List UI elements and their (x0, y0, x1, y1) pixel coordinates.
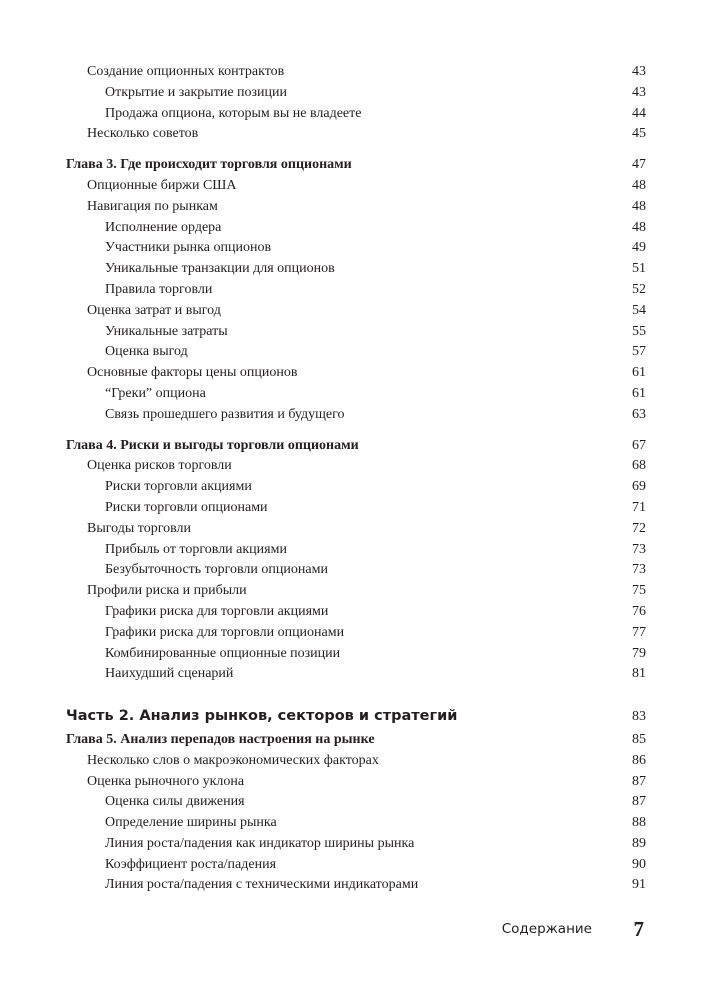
toc-entry-title: Исполнение ордера (105, 219, 222, 235)
toc-entry-page: 72 (632, 520, 646, 536)
toc-entry-page: 76 (632, 603, 646, 619)
toc-chapter (66, 155, 646, 176)
toc-entry-page: 85 (632, 731, 646, 747)
toc-entry-title: Выгоды торговли (87, 520, 191, 536)
toc-entry (66, 751, 646, 772)
toc-entry (66, 540, 646, 561)
toc-entry-page: 90 (632, 856, 646, 872)
toc-entry-page: 44 (632, 105, 646, 121)
toc-entry-title: Комбинированные опционные позиции (105, 645, 341, 661)
toc-entry-title: Оценка рыночного уклона (87, 773, 245, 789)
toc-entry (66, 498, 646, 519)
toc-entry-page: 73 (632, 562, 646, 578)
toc-entry-title: Правила торговли (105, 281, 213, 297)
toc-entry-page: 52 (632, 281, 646, 297)
toc-entry-title: Уникальные транзакции для опционов (105, 261, 335, 277)
toc-entry-title: Уникальные затраты (105, 323, 228, 339)
toc-entry-page: 48 (632, 177, 646, 193)
toc-entry-title: Линия роста/падения как индикатор ширины рынка (105, 835, 415, 851)
toc-entry-title: “Греки” опциона (105, 385, 206, 401)
toc-entry-page: 69 (632, 479, 646, 495)
toc-entry-title: Создание опционных контрактов (87, 64, 285, 79)
toc-entry-page: 68 (632, 458, 646, 474)
toc-entry (66, 363, 646, 384)
toc-entry (66, 813, 646, 834)
toc-entry-page: 57 (632, 344, 646, 360)
toc-entry (66, 834, 646, 855)
toc-entry (66, 623, 646, 644)
toc-entry-title: Оценка силы движения (105, 794, 245, 810)
running-footer-title: Содержание (501, 921, 592, 937)
toc-entry-title: Графики риска для торговли опционами (105, 624, 345, 640)
toc-entry-page: 75 (632, 583, 646, 599)
toc-entry-page: 48 (632, 219, 646, 235)
toc-entry-page: 48 (632, 198, 646, 214)
toc-entry (66, 405, 646, 426)
toc-entry-page: 61 (632, 365, 646, 381)
toc-entry-title: Участники рынка опционов (105, 240, 272, 256)
toc-entry (66, 792, 646, 813)
toc-entry-page: 51 (632, 261, 646, 277)
toc-entry (66, 519, 646, 540)
toc-entry-title: Основные факторы цены опционов (87, 365, 298, 381)
toc-entry-page: 43 (632, 84, 646, 100)
toc-entry-page: 89 (632, 835, 646, 851)
toc-entry-page: 63 (632, 406, 646, 422)
toc-entry-title: Несколько слов о макроэкономических факторах (87, 752, 379, 768)
toc-entry (66, 104, 646, 125)
page-number: 7 (633, 917, 644, 941)
toc-entry-title: Открытие и закрытие позиции (105, 84, 288, 100)
toc-entry (66, 124, 646, 145)
toc-entry-page: 49 (632, 240, 646, 256)
toc-entry-page: 61 (632, 385, 646, 401)
toc-entry-page: 55 (632, 323, 646, 339)
toc-entry-page: 71 (632, 499, 646, 515)
toc-entry-page: 79 (632, 645, 646, 661)
toc-entry-title: Навигация по рынкам (87, 198, 218, 214)
toc-entry-title: Связь прошедшего развития и будущего (105, 406, 345, 422)
toc-entry-page: 86 (632, 752, 646, 768)
toc-entry-title: Линия роста/падения с техническими индикаторами (105, 877, 419, 893)
toc-entry-title: Риски торговли опционами (105, 499, 268, 515)
toc-entry-title: Оценка затрат и выгод (87, 302, 221, 318)
toc-entry (66, 477, 646, 498)
toc-entry-page: 73 (632, 541, 646, 557)
toc-entry-title: Коэффициент роста/падения (105, 856, 277, 872)
toc-entry-page: 83 (632, 709, 646, 725)
toc-entry-page: 47 (632, 157, 646, 173)
toc-entry-page: 43 (632, 64, 646, 79)
toc-entry (66, 875, 646, 896)
toc-entry-page: 45 (632, 126, 646, 142)
toc-entry (66, 259, 646, 280)
toc-entry-title: Оценка выгод (105, 344, 188, 360)
toc-chapter (66, 436, 646, 457)
toc-entry (66, 560, 646, 581)
toc-entry-title: Безубыточность торговли опционами (105, 562, 328, 578)
toc-entry-title: Графики риска для торговли акциями (105, 603, 329, 619)
toc-entry-title: Несколько советов (87, 126, 199, 142)
toc-entry-page: 77 (632, 624, 646, 640)
toc-entry-page: 91 (632, 877, 646, 893)
toc-entry (66, 581, 646, 602)
toc-entry (66, 384, 646, 405)
toc-entry-page: 54 (632, 302, 646, 318)
toc-entry (66, 301, 646, 322)
toc-part-title: Часть 2. Анализ рынков, секторов и стратегий (66, 708, 458, 725)
toc-entry-page: 88 (632, 815, 646, 831)
toc-entry (66, 218, 646, 239)
toc-entry (66, 197, 646, 218)
toc-entry-title: Определение ширины рынка (105, 815, 277, 831)
toc-entry (66, 322, 646, 343)
toc-entry-title: Наихудший сценарий (105, 666, 234, 682)
toc-entry (66, 342, 646, 363)
toc-entry-title: Продажа опциона, которым вы не владеете (105, 105, 362, 121)
toc-entry (66, 83, 646, 104)
toc-chapter-title: Глава 3. Где происходит торговля опционами (66, 157, 352, 173)
toc-entry (66, 602, 646, 623)
toc-entry (66, 176, 646, 197)
toc-entry (66, 62, 646, 83)
toc-chapter-title: Глава 4. Риски и выгоды торговли опционами (66, 437, 359, 453)
toc-entry-title: Оценка рисков торговли (87, 458, 232, 474)
toc-chapter (66, 730, 646, 751)
toc-entry (66, 855, 646, 876)
toc-entry-page: 81 (632, 666, 646, 682)
toc-entry (66, 238, 646, 259)
toc-entry (66, 664, 646, 685)
toc-entry-title: Прибыль от торговли акциями (105, 541, 287, 557)
toc-entry (66, 772, 646, 793)
toc-entry (66, 280, 646, 301)
toc-entry-title: Профили риска и прибыли (87, 583, 247, 599)
toc-entry-page: 87 (632, 773, 646, 789)
toc-entry-title: Риски торговли акциями (105, 479, 252, 495)
table-of-contents (66, 62, 646, 896)
toc-entry-page: 67 (632, 437, 646, 453)
toc-entry-title: Опционные биржи США (87, 177, 237, 193)
toc-entry (66, 644, 646, 665)
toc-part (66, 706, 646, 727)
toc-chapter-title: Глава 5. Анализ перепадов настроения на рынке (66, 731, 375, 747)
toc-entry (66, 456, 646, 477)
toc-entry-page: 87 (632, 794, 646, 810)
